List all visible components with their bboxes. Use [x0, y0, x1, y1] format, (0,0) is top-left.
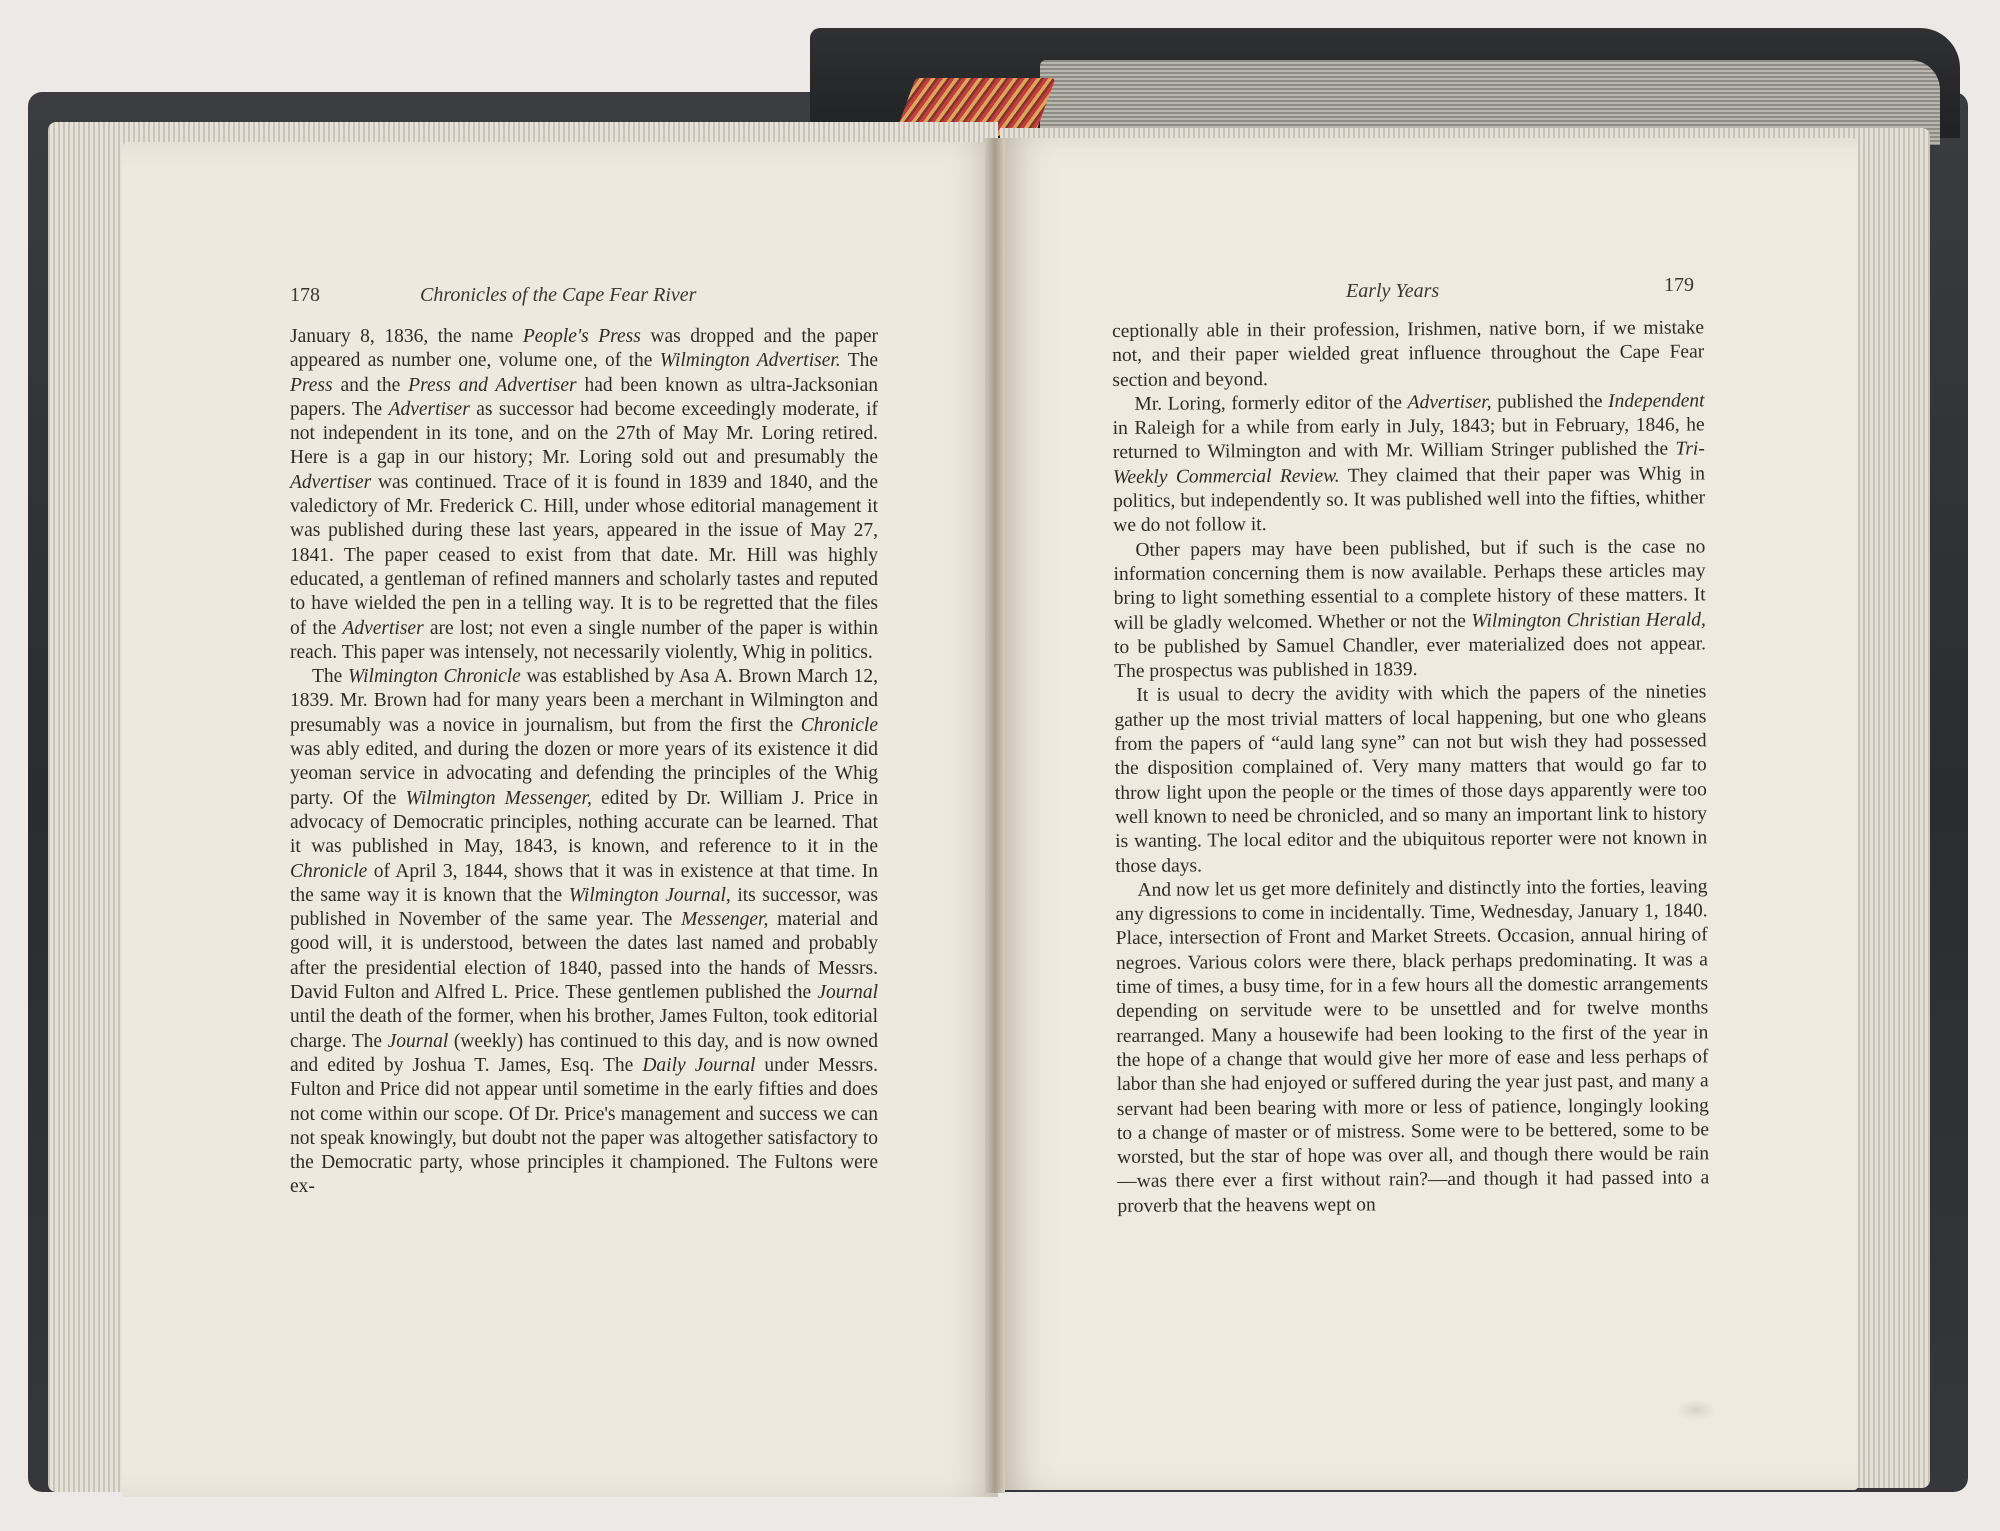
text-run: was continued. Trace of it is found in 1839 and 1840, and the valedictory of Mr. Frederick C. Hill, under whose editorial management it was published during these last years, appeared in the issue of May 27, 1841. The paper ceased to exist from that date. Mr. Hill was highly educated, a gentleman of refined manners and scholarly tastes and reputed to have wielded the pen in a telling way. It is to be regretted that the files of the	[290, 471, 878, 639]
text-run: Other papers may have been published, but if such is the case no information concerning them is now available. Perhaps these articles may bring to light something essential to a complete history of these matters. It will be gladly welcomed. Whether or not the	[1113, 536, 1706, 634]
right-page-body	[1112, 316, 1709, 1219]
text-run: And now let us get more definitely and distinctly into the forties, leaving any digressions to come in incidentally. Time, Wednesday, January 1, 1840. Place, intersection of Front and Market Streets. Occasion, annual hiring of negroes. Various colors were there, black perhaps predominating. It was a time of times, a busy time, for in a few hours all the domestic arrangements depending on servitude were to be unsettled and for twelve months rearranged. Many a housewife had been looking to the first of the year in the hope of a change that would give her more of ease and less perhaps of labor than she had enjoyed or suffered during the year just past, and many a servant had been bearing with more or less of patience, longingly looking to a change of master or of mistress. Some were to be bettered, some to be worsted, but the star of hope was over all, and though there would be rain—was there ever a first without rain?—and though it had passed into a proverb that the heavens wept on	[1115, 876, 1710, 1217]
left-page-body	[290, 325, 878, 1200]
italic-title: Press and Advertiser	[408, 374, 577, 396]
italic-title: Advertiser	[342, 617, 424, 639]
paragraph	[1114, 681, 1707, 879]
right-running-title	[1346, 280, 1439, 303]
text-run: It is usual to decry the avidity with which the papers of the nineties gather up the most trivial matters of local happening, but one who gleans from the papers of “auld lang syne” can not but wish they had possessed the disposition complained of. Very many matters that would go far to throw light upon the people or the times of those days apparently were too well known to need be chronicled, and so many an important link to history is wanting. The local editor and the ubiquitous reporter were not known in those days.	[1114, 681, 1708, 877]
text-run: was dropped and the paper appeared as number one, volume one, of the	[290, 326, 878, 372]
right-page-number: 179	[1664, 274, 1694, 296]
paragraph	[290, 325, 878, 665]
text-run: The	[312, 666, 348, 688]
text-run: The	[840, 350, 879, 372]
italic-title: Wilmington Chronicle	[347, 666, 521, 688]
text-run: material and good will, it is understood, between the dates last named and probably after the presidential election of 1840, passed into the hands of Messrs. David Fulton and Alfred L. Price. These gentlemen published the	[290, 909, 878, 1004]
text-run: Mr. Loring, formerly editor of the	[1134, 392, 1408, 415]
italic-title: Journal	[387, 1030, 449, 1052]
paragraph	[290, 665, 878, 1200]
paragraph	[1112, 316, 1704, 393]
paragraph	[1115, 875, 1709, 1219]
italic-title: Wilmington Messenger,	[405, 787, 592, 809]
paragraph	[1113, 535, 1706, 684]
text-run: as successor had become exceedingly moderate, if not independent in its tone, and on the 27th of May Mr. Loring retired. Here is a gap in our history; Mr. Loring sold out and presumably the	[290, 398, 878, 469]
italic-title: Wilmington Advertiser.	[659, 350, 841, 372]
text-run: (weekly) has continued to this day, and is now owned and edited by Joshua T. James, Esq. The	[290, 1030, 878, 1076]
text-run: had been known as ultra-Jacksonian papers. The	[290, 374, 878, 420]
italic-title: Wilmington Christian Herald,	[1471, 608, 1706, 632]
right-running-title-text: Early Years	[1346, 280, 1440, 302]
italic-title: Chronicle	[290, 860, 368, 882]
paragraph	[1112, 389, 1705, 538]
italic-title: Independent	[1608, 390, 1705, 412]
text-run: ceptionally able in their profession, Irishmen, native born, if we mistake not, and their paper wielded great influence throughout the Cape Fear section and beyond.	[1112, 317, 1705, 391]
italic-title: Journal	[817, 982, 878, 1004]
italic-title: People's Press	[522, 326, 641, 347]
text-run: its successor, was published in November of the same year. The	[290, 884, 878, 931]
text-run: in Raleigh for a while from early in July, 1843; but in February, 1846, he returned to Wilmington and with Mr. William Stringer published the	[1112, 414, 1705, 464]
italic-title: Tri-Weekly Commercial Review.	[1112, 438, 1705, 488]
text-run: January 8, 1836, the name	[290, 326, 523, 347]
text-run: published the	[1491, 390, 1609, 413]
italic-title: Chronicle	[800, 714, 878, 736]
text-run: are lost; not even a single number of the paper is within reach. This paper was intensely, not necessarily violently, Whig in politics.	[290, 617, 878, 663]
text-run: was established by Asa A. Brown March 12, 1839. Mr. Brown had for many years been a merchant in Wilmington and presumably was a novice in journalism, but from the first the	[290, 666, 878, 736]
page-smudge	[1676, 1400, 1716, 1420]
text-run: was ably edited, and during the dozen or more years of its existence it did yeoman service in advocating and defending the principles of the Whig party. Of the	[290, 739, 878, 809]
italic-title: Advertiser	[388, 398, 470, 420]
text-run: edited by Dr. William J. Price in advocacy of Democratic principles, nothing accurate can be learned. That it was published in May, 1843, is known, and reference to it in the	[290, 787, 879, 858]
italic-title: Messenger,	[681, 909, 769, 931]
italic-title: Advertiser	[290, 471, 372, 493]
italic-title: Daily Journal	[642, 1054, 756, 1076]
text-run: They claimed that their paper was Whig in politics, but independently so. It was published well into the fifties, whither we do not follow it.	[1113, 463, 1706, 537]
left-running-title-text: Chronicles of the Cape Fear River	[420, 284, 697, 306]
text-run: under Messrs. Fulton and Price did not appear until sometime in the early fifties and does not come within our scope. Of Dr. Price's management and success we can not speak knowingly, but doubt not the paper was altogether satisfactory to the Democratic party, whose principles it championed. The Fultons were ex-	[290, 1054, 878, 1198]
text-run: of April 3, 1844, shows that it was in existence at that time. In the same way it is known that the	[290, 860, 878, 906]
book-gutter	[985, 138, 1005, 1493]
text-run: to be published by Samuel Chandler, ever materialized does not appear. The prospectus was published in 1839.	[1113, 633, 1707, 683]
text-run: and the	[332, 374, 409, 396]
left-running-title	[420, 284, 696, 307]
text-run: until the death of the former, when his brother, James Fulton, took editorial charge. The	[290, 1006, 878, 1052]
left-page-number: 178	[290, 284, 320, 306]
italic-title: Advertiser,	[1407, 391, 1492, 414]
italic-title: Press	[290, 374, 333, 396]
italic-title: Wilmington Journal,	[568, 884, 731, 906]
